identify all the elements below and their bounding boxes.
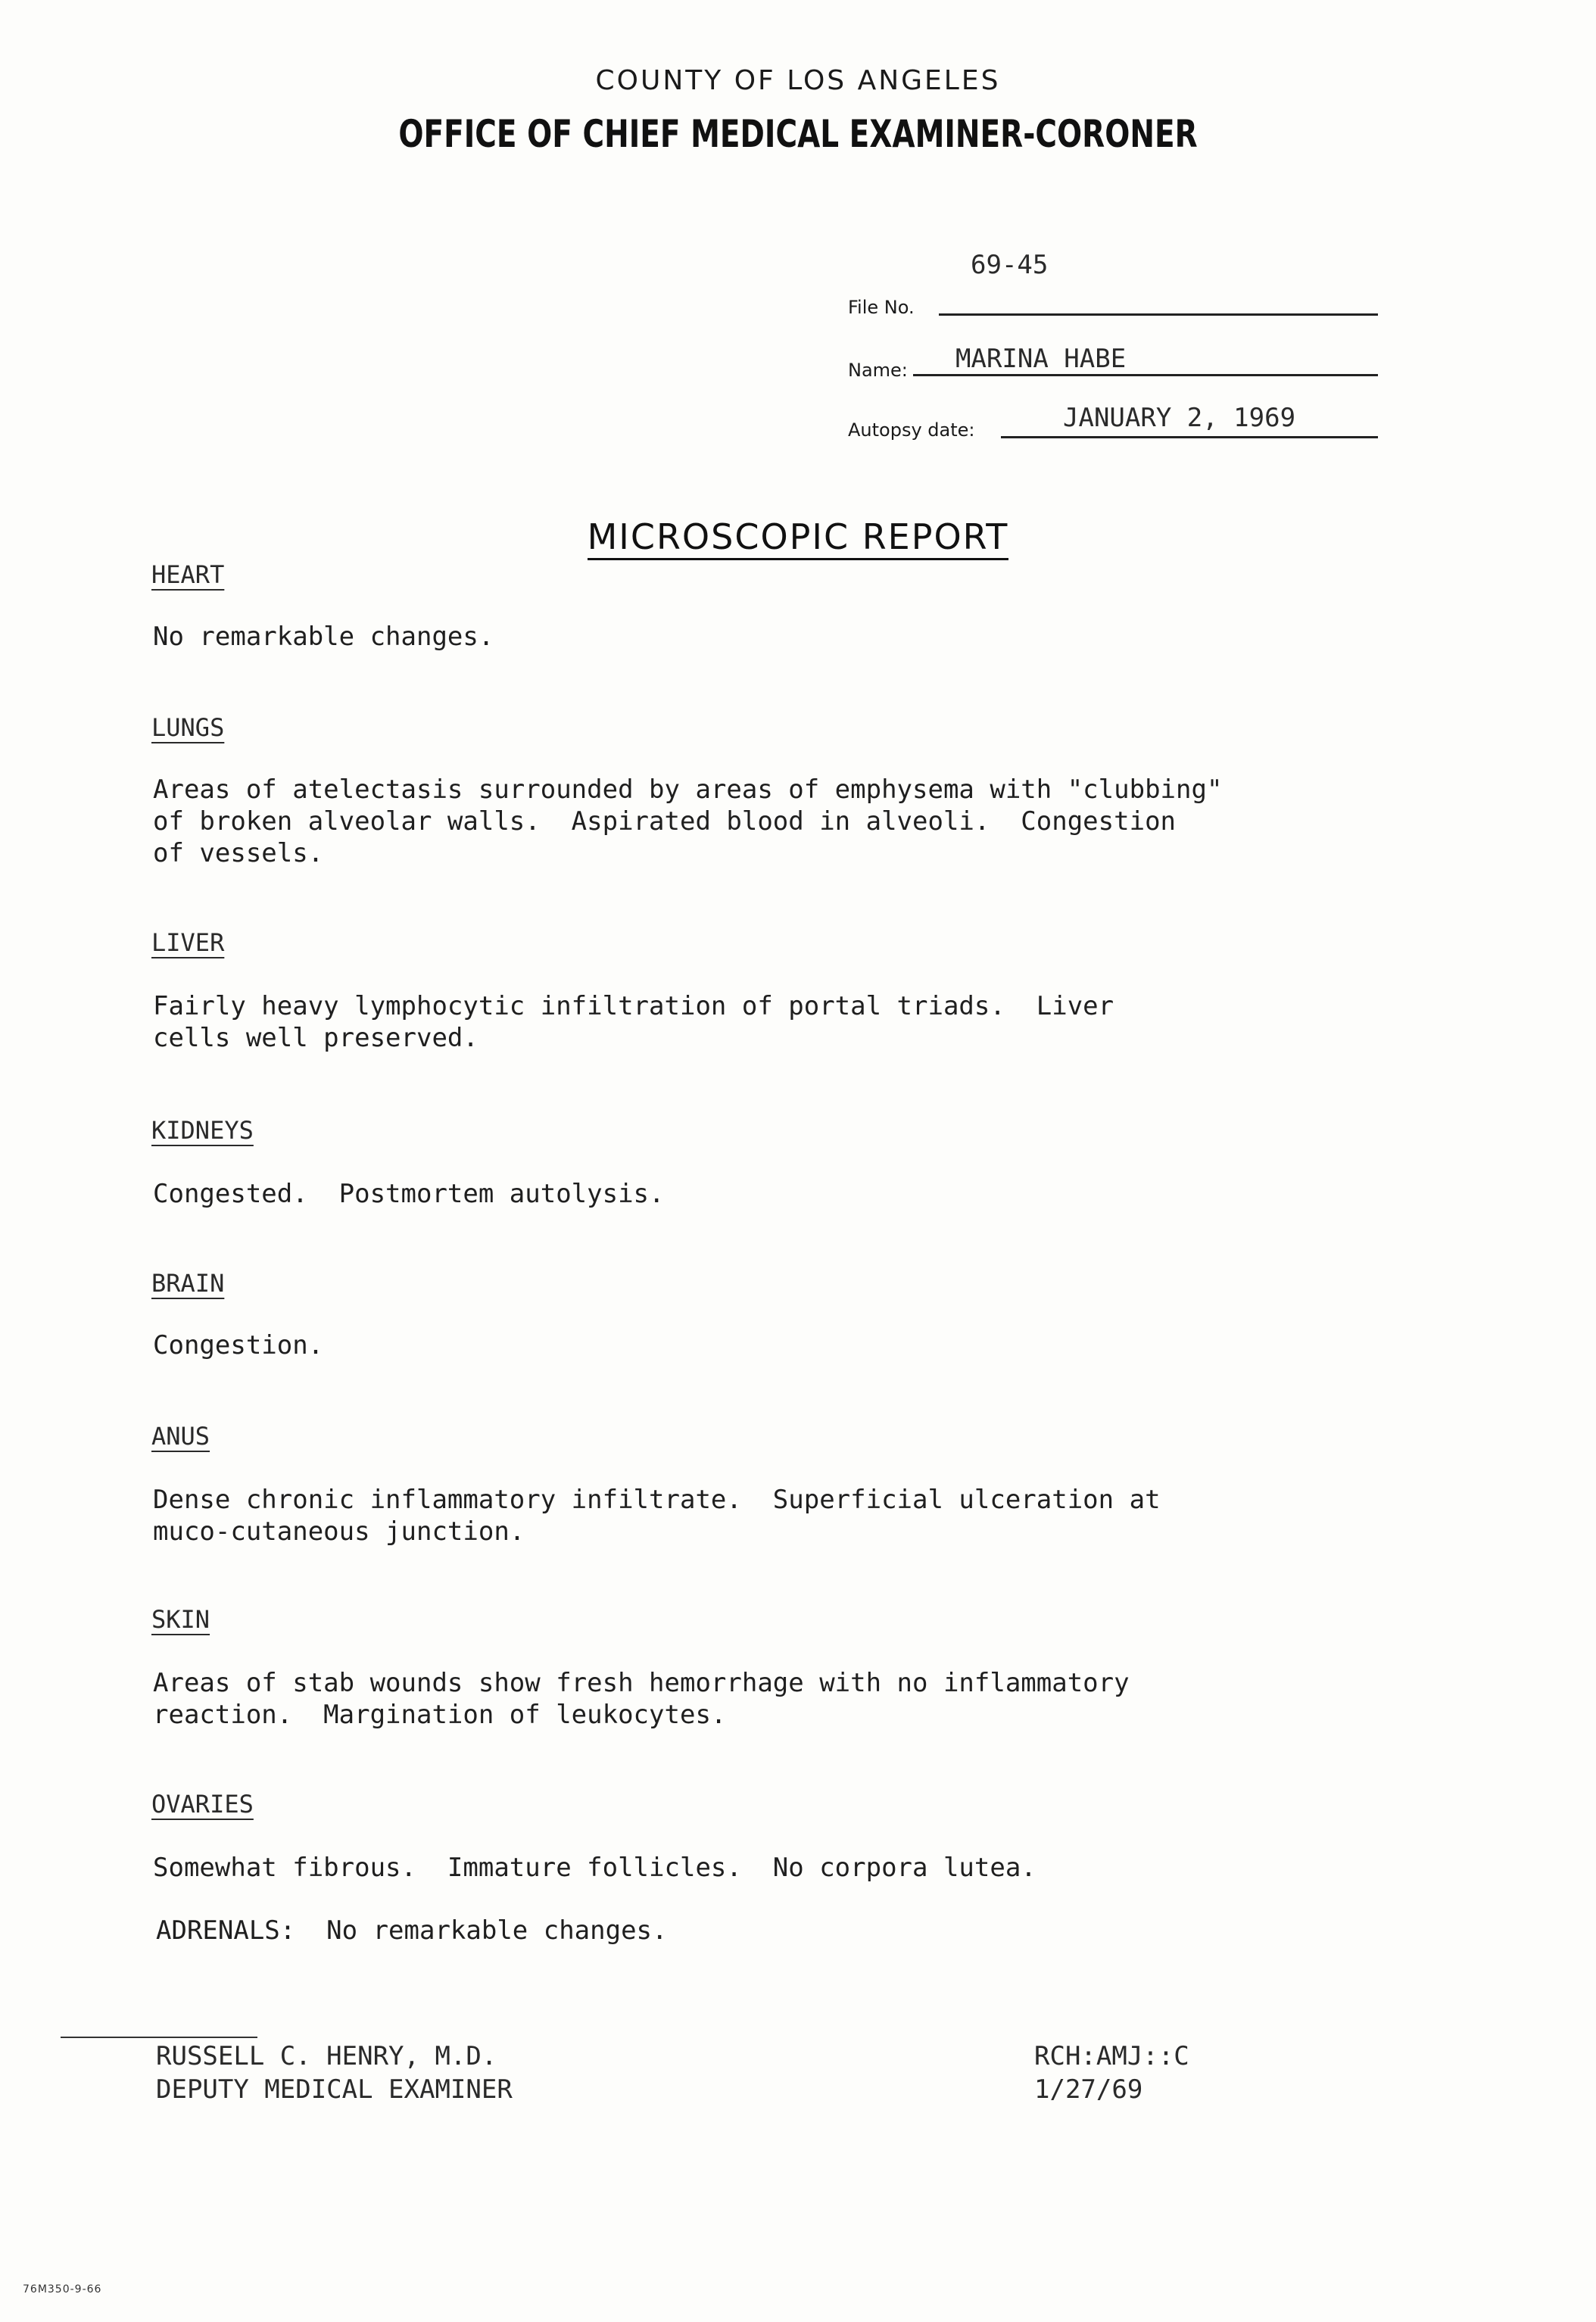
file-number-line (939, 313, 1378, 316)
section-text-anus: Dense chronic inflammatory infiltrate. Superficial ulceration at muco-cutaneous junction. (153, 1485, 1161, 1547)
section-heading-lungs: LUNGS (151, 713, 225, 742)
county-heading: COUNTY OF LOS ANGELES (595, 65, 1001, 96)
name-label: Name: (848, 360, 908, 381)
form-number: 76M350-9-66 (23, 2283, 102, 2296)
report-title (0, 518, 1596, 560)
office-heading: OFFICE OF CHIEF MEDICAL EXAMINER-CORONER (398, 112, 1198, 156)
name-value: MARINA HABE (955, 344, 1127, 374)
section-text-brain: Congestion. (153, 1330, 324, 1360)
section-text-kidneys: Congested. Postmortem autolysis. (153, 1179, 665, 1209)
section-text-ovaries: Somewhat fibrous. Immature follicles. No corpora lutea. (153, 1853, 1036, 1883)
section-text-skin: Areas of stab wounds show fresh hemorrhage with no inflammatory reaction. Margination of leukocytes. (153, 1668, 1130, 1730)
section-heading-heart: HEART (151, 560, 225, 589)
report-title-text: MICROSCOPIC REPORT (588, 518, 1009, 560)
section-heading-skin: SKIN (151, 1605, 210, 1634)
section-text-liver: Fairly heavy lymphocytic infiltration of portal triads. Liver cells well preserved. (153, 991, 1114, 1053)
section-heading-brain: BRAIN (151, 1269, 225, 1298)
signature-initials: RCH:AMJ::C (1034, 2041, 1189, 2071)
signature-name: RUSSELL C. HENRY, M.D. (156, 2041, 497, 2071)
signature-date: 1/27/69 (1034, 2074, 1143, 2105)
autopsy-date-line (1001, 436, 1378, 438)
section-heading-ovaries: OVARIES (151, 1790, 254, 1819)
section-heading-anus: ANUS (151, 1422, 210, 1451)
file-number-value: 69-45 (971, 250, 1049, 280)
signature-title: DEPUTY MEDICAL EXAMINER (156, 2074, 513, 2105)
autopsy-date-label: Autopsy date: (848, 419, 975, 441)
name-line (913, 374, 1378, 376)
section-heading-liver: LIVER (151, 928, 225, 957)
adrenals-line: ADRENALS: No remarkable changes. (156, 1915, 668, 1946)
autopsy-date-value: JANUARY 2, 1969 (1063, 403, 1296, 433)
section-text-lungs: Areas of atelectasis surrounded by areas of emphysema with "clubbing" of broken alveolar walls. Aspirated blood in alveoli. Congestion of vessels. (153, 775, 1223, 868)
section-text-heart: No remarkable changes. (153, 622, 494, 652)
section-heading-kidneys: KIDNEYS (151, 1116, 254, 1145)
signature-line (61, 2037, 257, 2038)
file-number-label: File No. (848, 297, 915, 318)
